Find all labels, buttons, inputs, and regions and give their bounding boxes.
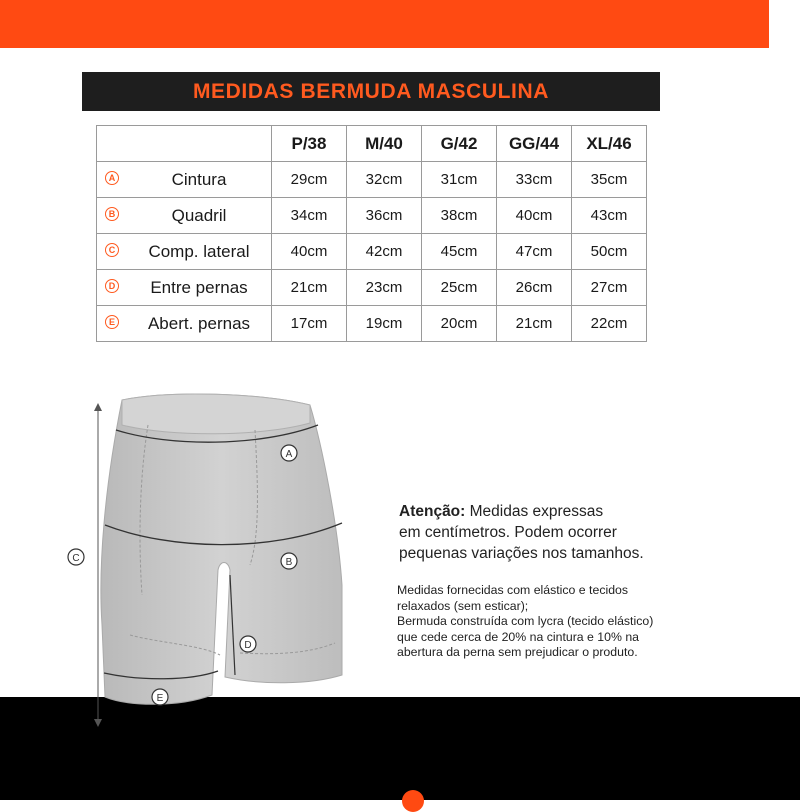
table-row (97, 198, 647, 234)
table-cell: 36cm (347, 198, 422, 234)
row-label-cell (97, 234, 272, 270)
table-cell: 22cm (572, 306, 647, 342)
table-cell: 23cm (347, 270, 422, 306)
table-cell: 43cm (572, 198, 647, 234)
table-cell: 25cm (422, 270, 497, 306)
table-cell: 27cm (572, 270, 647, 306)
table-cell: 45cm (422, 234, 497, 270)
row-label: Comp. lateral (148, 241, 250, 261)
row-label: Abert. pernas (147, 313, 251, 333)
label-c: C (72, 553, 80, 564)
table-cell: 40cm (497, 198, 572, 234)
row-label-cell (97, 306, 272, 342)
detail-line: Medidas fornecidas com elástico e tecidos (397, 583, 629, 597)
row-label-cell (97, 198, 272, 234)
attention-line-2: em centímetros. Podem ocorrer (399, 524, 617, 541)
table-row (97, 270, 647, 306)
attention-note (399, 501, 719, 564)
top-accent-bar (0, 0, 769, 48)
label-a: A (285, 449, 293, 460)
label-e-marker (152, 689, 168, 705)
shorts-body (101, 394, 342, 704)
table-cell: 40cm (272, 234, 347, 270)
row-label: Entre pernas (150, 277, 248, 297)
table-cell: 33cm (497, 162, 572, 198)
table-header-row (97, 126, 647, 162)
table-cell: 29cm (272, 162, 347, 198)
letter-a-icon: A (105, 171, 119, 185)
table-cell: 31cm (422, 162, 497, 198)
table-cell: 19cm (347, 306, 422, 342)
table-row (97, 162, 647, 198)
table-header-empty (97, 126, 272, 162)
table-cell: 21cm (272, 270, 347, 306)
table-header-cell: M/40 (347, 126, 422, 162)
label-d: D (244, 640, 252, 651)
table-cell: 21cm (497, 306, 572, 342)
label-b-marker (281, 553, 297, 569)
row-label: Cintura (171, 169, 227, 189)
attention-bold: Atenção: (399, 503, 466, 520)
measurement-details (397, 583, 697, 661)
arrow-down-icon (94, 719, 102, 727)
letter-c-icon: C (105, 243, 119, 257)
row-label: Quadril (171, 205, 227, 225)
attention-line-1 (399, 501, 719, 522)
table-cell: 42cm (347, 234, 422, 270)
row-label-cell (97, 270, 272, 306)
letter-b-icon: B (105, 207, 119, 221)
page-title: MEDIDAS BERMUDA MASCULINA (192, 79, 550, 103)
detail-line: Bermuda construída com lycra (tecido elástico) (397, 614, 654, 628)
shorts-waistband (122, 394, 310, 434)
size-table (96, 125, 647, 342)
label-b: B (285, 557, 293, 568)
table-row (97, 234, 647, 270)
label-e: E (156, 693, 164, 704)
table-cell: 34cm (272, 198, 347, 234)
table-cell: 17cm (272, 306, 347, 342)
label-a-marker (281, 445, 297, 461)
table-cell: 50cm (572, 234, 647, 270)
detail-line: relaxados (sem esticar); (397, 598, 529, 613)
attention-line-3: pequenas variações nos tamanhos. (399, 545, 644, 562)
table-header-cell: G/42 (422, 126, 497, 162)
detail-line: que cede cerca de 20% na cintura e 10% na (397, 629, 640, 644)
table-cell: 20cm (422, 306, 497, 342)
table-header-cell: GG/44 (497, 126, 572, 162)
detail-line: abertura da perna sem prejudicar o produto. (397, 645, 638, 659)
table-header-cell: P/38 (272, 126, 347, 162)
label-c-marker (68, 549, 84, 565)
label-d-marker (240, 636, 256, 652)
attention-text: Medidas expressas (465, 503, 604, 520)
table-cell: 47cm (497, 234, 572, 270)
table-cell: 26cm (497, 270, 572, 306)
table-cell: 32cm (347, 162, 422, 198)
table-cell: 35cm (572, 162, 647, 198)
table-cell: 38cm (422, 198, 497, 234)
letter-d-icon: D (105, 279, 119, 293)
bottom-logo-fragment (402, 790, 424, 812)
table-row (97, 306, 647, 342)
table-header-cell: XL/46 (572, 126, 647, 162)
row-label-cell (97, 162, 272, 198)
title-banner (82, 72, 660, 111)
letter-e-icon: E (105, 315, 119, 329)
shorts-diagram (60, 385, 360, 745)
arrow-up-icon (94, 403, 102, 411)
